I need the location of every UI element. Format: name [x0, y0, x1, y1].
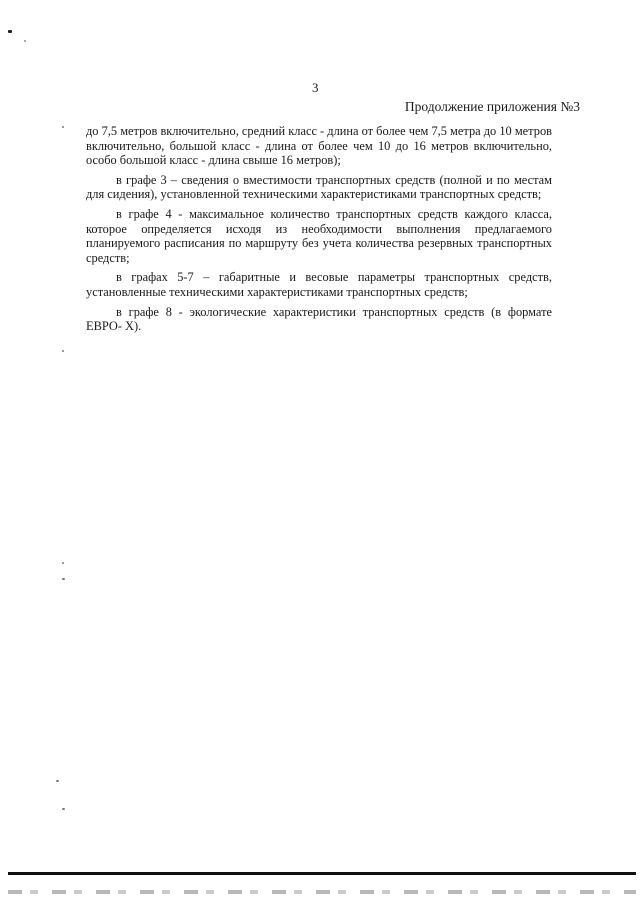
bottom-scan-strip [8, 890, 636, 894]
document-body [86, 124, 552, 339]
bottom-rule [8, 872, 636, 875]
paragraph-vehicle-classes: до 7,5 метров включительно, средний класс - длина от более чем 7,5 метра до 10 метров включительно, большой класс - длина от более чем 10 до 16 метров включительно, особо большой класс - длина свыше 16 метров); [86, 124, 552, 168]
scan-speck [62, 126, 64, 128]
paragraph-column-8: в графе 8 - экологические характеристики транспортных средств (в формате ЕВРО- X). [86, 304, 552, 334]
scan-speck [62, 350, 64, 352]
paragraph-columns-5-7: в графах 5-7 – габаритные и весовые параметры транспортных средств, установленные техническими характеристиками транспортных средств; [86, 270, 552, 299]
scan-speck [62, 808, 65, 810]
scan-speck [56, 780, 59, 782]
page-number: 3 [312, 80, 319, 95]
paragraph-column-4: в графе 4 - максимальное количество транспортных средств каждого класса, которое определяется исходя из необходимости выполнения предлагаемого планируемого расписания по маршруту без учета количества резервных транспортных средств; [86, 206, 552, 265]
scan-speck [62, 562, 64, 564]
scan-speck [24, 40, 26, 42]
scan-speck [62, 578, 65, 580]
scan-speck [8, 30, 12, 33]
appendix-header: Продолжение приложения №3 [404, 99, 580, 114]
paragraph-column-3: в графе 3 – сведения о вместимости транспортных средств (полной и по местам для сидения), установленной техническими характеристиками транспортных средств; [86, 172, 552, 202]
